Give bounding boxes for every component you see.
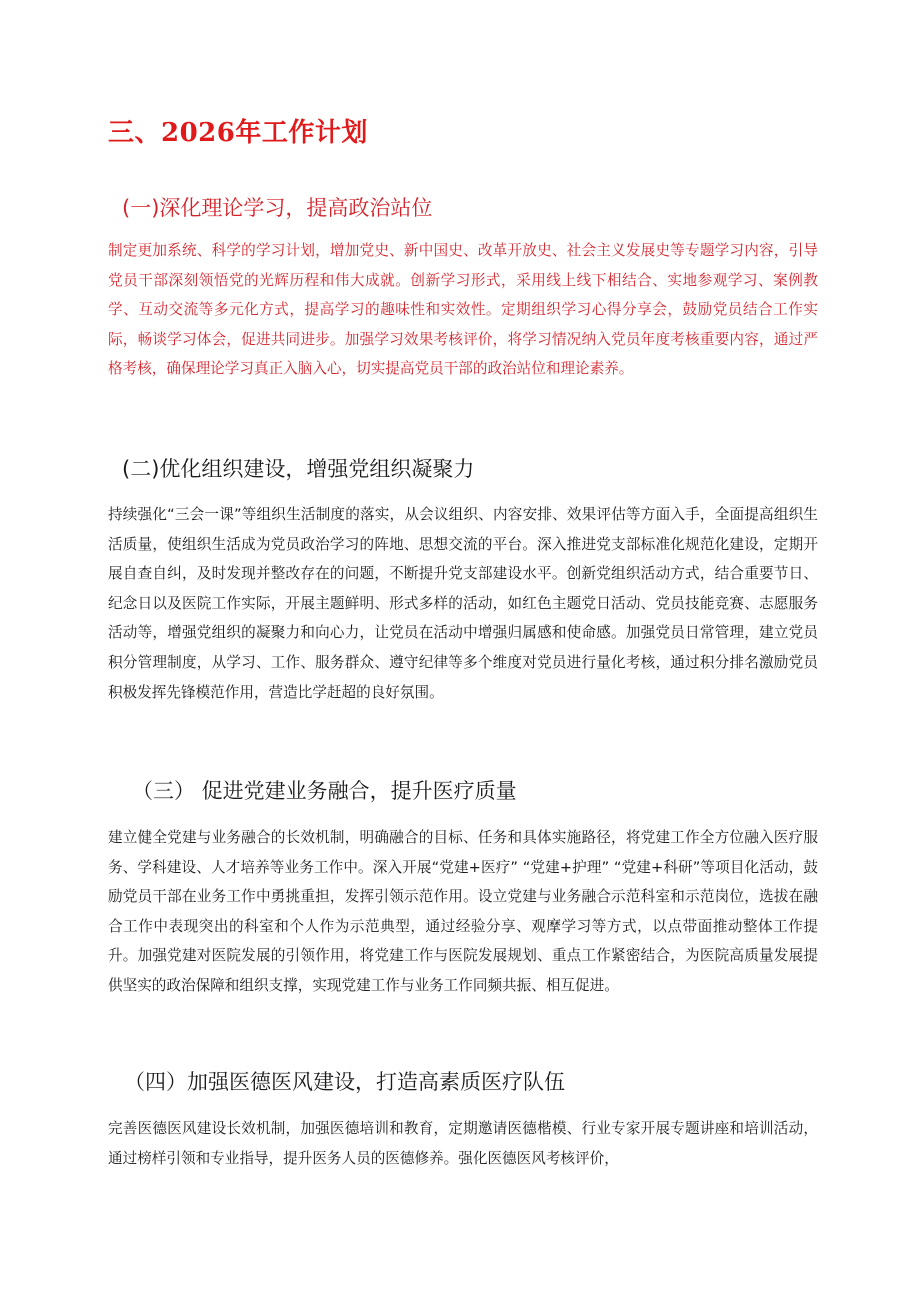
page-title: 三、2026年工作计划 — [108, 118, 368, 148]
section-body: 完善医德医风建设长效机制，加强医德培训和教育，定期邀请医德楷模、行业专家开展专题讲座和培训活动，通过榜样引领和专业指导，提升医务人员的医德修养。强化医德医风考核评价， — [108, 1120, 818, 1167]
section-heading: (二)优化组织建设，增强党组织凝聚力 — [122, 457, 475, 481]
section-heading: (一)深化理论学习，提高政治站位 — [122, 196, 433, 220]
section-body: 建立健全党建与业务融合的长效机制，明确融合的目标、任务和具体实施路径，将党建工作全方位融入医疗服务、学科建设、人才培养等业务工作中。深入开展“党建+医疗” “党建+护理” “党建+科研”等项目化活动，鼓励党员干部在业务工作中勇挑重担，发挥引领示范作用。设立党建与业务融合示范科室和示范岗位，选拔在融合工作中表现突出的科室和个人作为示范典型，通过经验分享、观摩学习等方式，以点带面推动整体工作提升。加强党建对医院发展的引领作用，将党建工作与医院发展规划、重点工作紧密结合，为医院高质量发展提供坚实的政治保障和组织支撑，实现党建工作与业务工作同频共振、相互促进。 — [108, 829, 818, 994]
section-medical-ethics — [108, 1066, 818, 1173]
section-body: 制定更加系统、科学的学习计划，增加党史、新中国史、改革开放史、社会主义发展史等专题学习内容，引导党员干部深刻领悟党的光辉历程和伟大成就。创新学习形式，采用线上线下相结合、实地参观学习、案例教学、互动交流等多元化方式，提高学习的趣味性和实效性。定期组织学习心得分享会，鼓励党员结合工作实际，畅谈学习体会，促进共同进步。加强学习效果考核评价，将学习情况纳入党员年度考核重要内容，通过严格考核，确保理论学习真正入脑入心，切实提高党员干部的政治站位和理论素养。 — [108, 242, 818, 378]
section-heading: （四）加强医德医风建设，打造高素质医疗队伍 — [124, 1070, 565, 1094]
section-body: 持续强化“三会一课”等组织生活制度的落实，从会议组织、内容安排、效果评估等方面入手，全面提高组织生活质量，使组织生活成为党员政治学习的阵地、思想交流的平台。深入推进党支部标准化规范化建设，定期开展自查自纠，及时发现并整改存在的问题，不断提升党支部建设水平。创新党组织活动方式，结合重要节日、纪念日以及医院工作实际，开展主题鲜明、形式多样的活动，如红色主题党日活动、党员技能竞赛、志愿服务活动等，增强党组织的凝聚力和向心力，让党员在活动中增强归属感和使命感。加强党员日常管理，建立党员积分管理制度，从学习、工作、服务群众、遵守纪律等多个维度对党员进行量化考核，通过积分排名激励党员积极发挥先锋模范作用，营造比学赶超的良好氛围。 — [108, 506, 818, 701]
section-party-business-integration — [108, 775, 818, 1001]
section-heading: （三） 促进党建业务融合，提升医疗质量 — [132, 779, 517, 803]
section-theory-study — [108, 192, 818, 384]
section-organization-building — [108, 453, 818, 707]
